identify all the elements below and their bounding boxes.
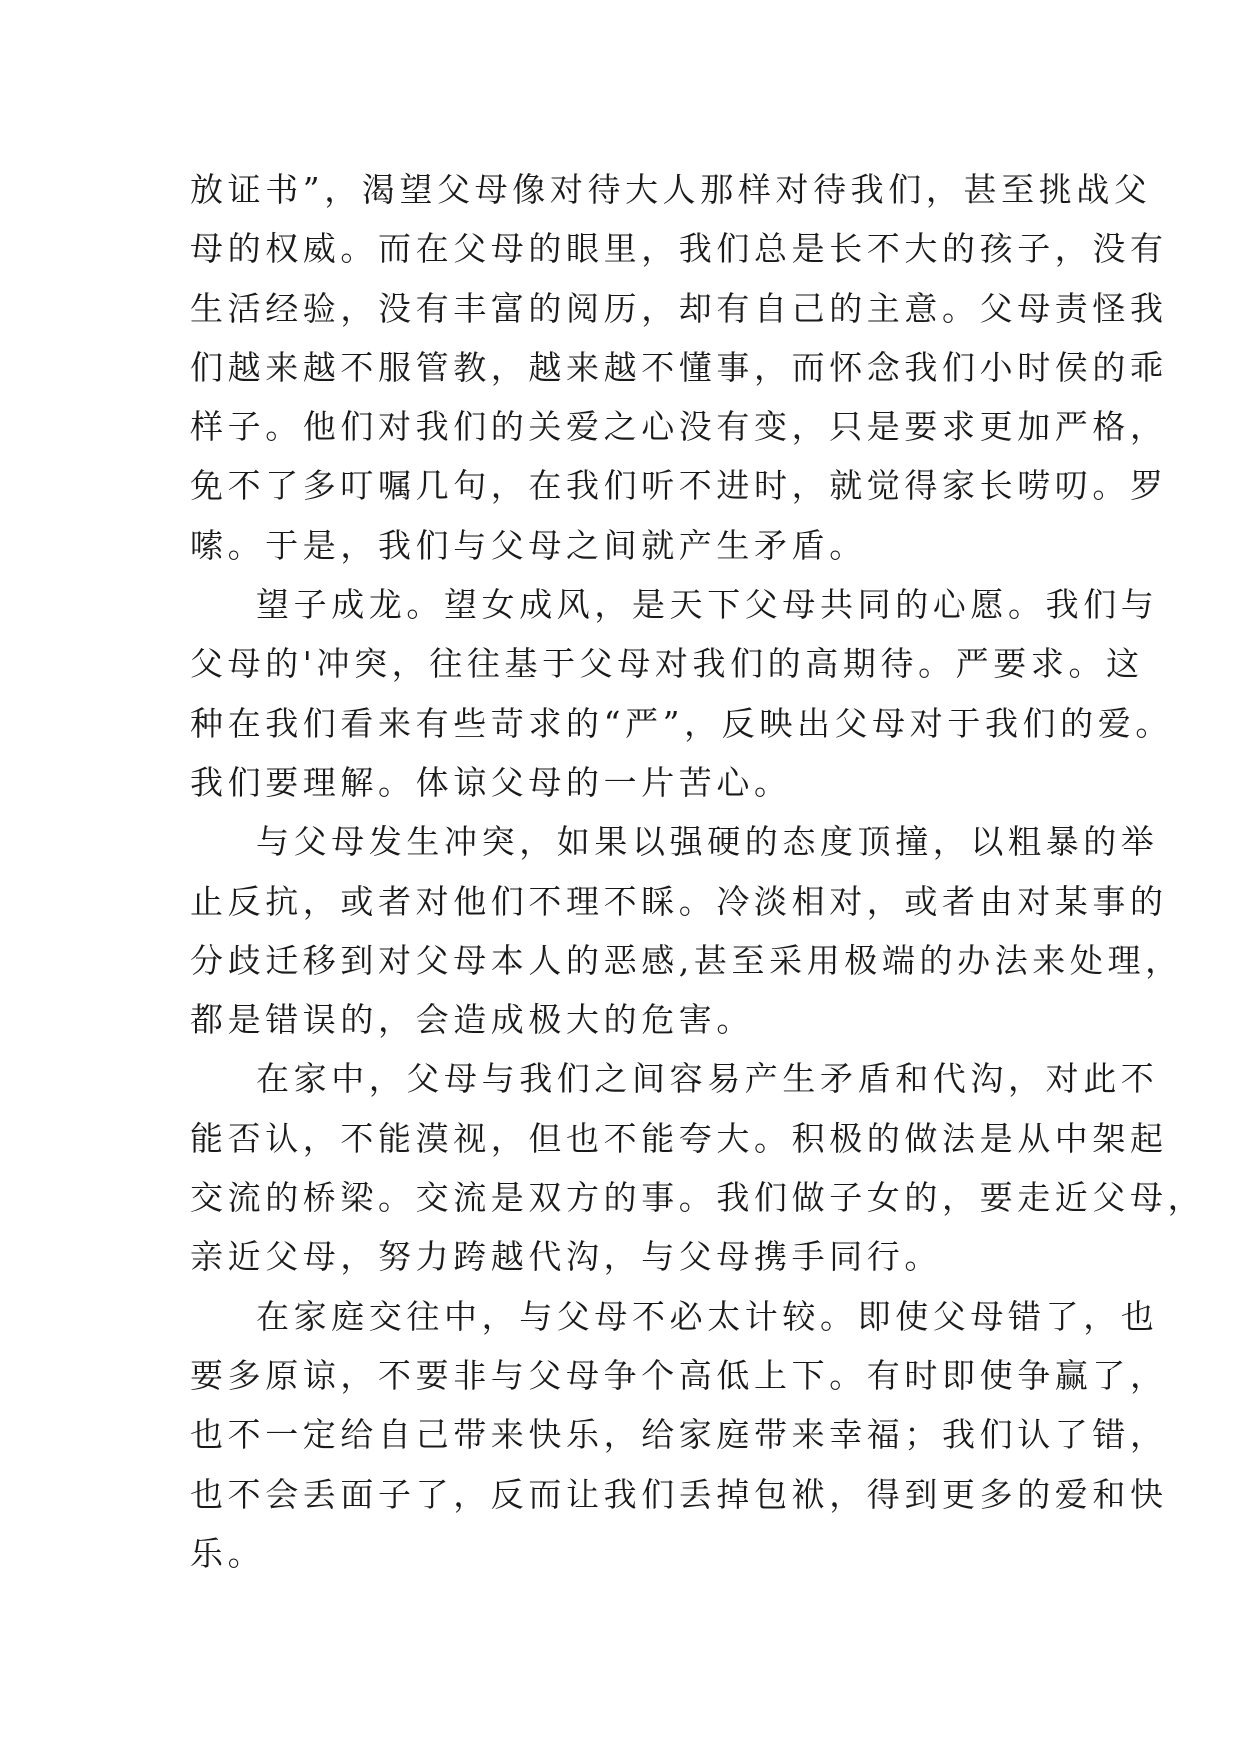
paragraph-line: 乐。	[190, 1533, 266, 1573]
paragraph-line: 们越来越不服管教，越来越不懂事，而怀念我们小时侯的乖	[190, 347, 1168, 387]
paragraph-line: 样子。他们对我们的关爱之心没有变，只是要求更加严格，	[190, 407, 1168, 447]
paragraph-1	[190, 160, 1168, 575]
paragraph-line: 望子成龙。望女成风，是天下父母共同的心愿。我们与	[256, 585, 1159, 625]
paragraph-line: 放证书”，渴望父母像对待大人那样对待我们，甚至挑战父	[190, 170, 1152, 209]
paragraph-line: 种在我们看来有些苛求的“严”，反映出父母对于我们的爱。	[190, 703, 1173, 743]
paragraph-line: 止反抗，或者对他们不理不睬。冷淡相对，或者由对某事的	[190, 881, 1168, 921]
paragraph-line: 与父母发生冲突，如果以强硬的态度顶撞，以粗暴的举	[256, 822, 1159, 862]
paragraph-line: 亲近父母，努力跨越代沟，与父母携手同行。	[190, 1237, 942, 1277]
paragraph-line: 要多原谅，不要非与父母争个高低上下。有时即使争赢了，	[190, 1355, 1168, 1395]
paragraph-line: 嗦。于是，我们与父母之间就产生矛盾。	[190, 525, 867, 565]
paragraph-line: 分歧迁移到对父母本人的恶感,甚至采用极端的办法来处理，	[190, 940, 1183, 980]
paragraph-line: 父母的'冲突，往往基于父母对我们的高期待。严要求。这	[190, 644, 1144, 684]
paragraph-5	[190, 1287, 1168, 1583]
document-body	[190, 160, 1206, 1583]
paragraph-line: 在家中，父母与我们之间容易产生矛盾和代沟，对此不	[256, 1059, 1159, 1099]
paragraph-4	[190, 1049, 1206, 1286]
paragraph-line: 在家庭交往中，与父母不必太计较。即使父母错了，也	[256, 1296, 1159, 1336]
paragraph-line: 母的权威。而在父母的眼里，我们总是长不大的孩子，没有	[190, 229, 1168, 269]
paragraph-3	[190, 812, 1183, 1049]
paragraph-line: 能否认，不能漠视，但也不能夸大。积极的做法是从中架起	[190, 1118, 1168, 1158]
paragraph-line: 也不一定给自己带来快乐，给家庭带来幸福；我们认了错，	[190, 1415, 1168, 1455]
paragraph-line: 也不会丢面子了，反而让我们丢掉包袱，得到更多的爱和快	[190, 1474, 1168, 1514]
paragraph-line: 生活经验，没有丰富的阅历，却有自己的主意。父母责怪我	[190, 288, 1168, 328]
paragraph-line: 我们要理解。体谅父母的一片苦心。	[190, 762, 792, 802]
paragraph-line: 都是错误的，会造成极大的危害。	[190, 1000, 754, 1040]
paragraph-line: 免不了多叮嘱几句，在我们听不进时，就觉得家长唠叨。罗	[190, 466, 1168, 506]
paragraph-2	[190, 575, 1173, 812]
paragraph-line: 交流的桥梁。交流是双方的事。我们做子女的，要走近父母，	[190, 1178, 1206, 1218]
